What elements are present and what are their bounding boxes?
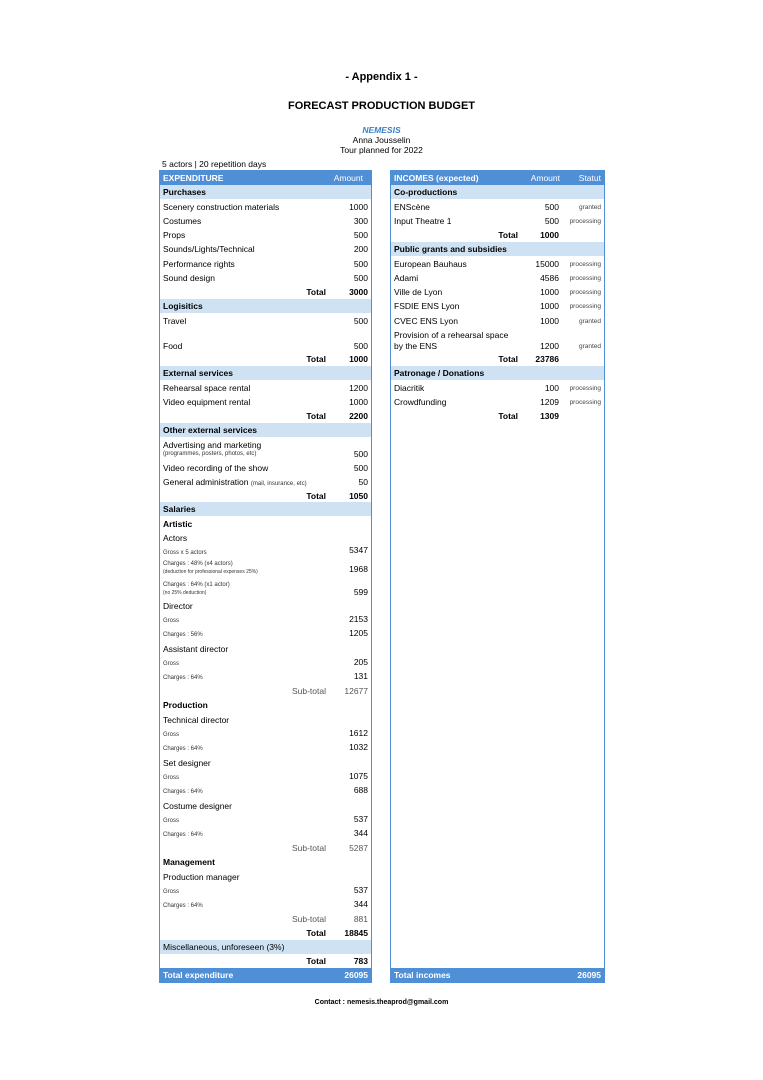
actors-info: 5 actors | 20 repetition days [162, 159, 267, 169]
role-production-manager [160, 870, 371, 884]
role-label: Production manager [163, 872, 240, 882]
subtotal-label: Sub-total [291, 686, 326, 696]
row-amount: 100 [544, 383, 559, 393]
section-miscellaneous [160, 940, 371, 954]
subsection-title: Artistic [163, 519, 193, 529]
row-label: Sounds/Lights/Technical [163, 244, 255, 254]
subtotal-row [160, 841, 371, 855]
row-amount: 1200 [540, 341, 559, 351]
row-label: Input Theatre 1 [394, 216, 452, 226]
subsection-production [160, 698, 371, 712]
table-row [391, 271, 604, 285]
table-row [160, 671, 371, 685]
section-public-grants [391, 242, 604, 256]
incomes-table [390, 170, 605, 983]
row-label: General administration [163, 477, 249, 487]
total-label: Total [306, 354, 326, 364]
row-amount: 1209 [540, 397, 559, 407]
total-row [391, 409, 604, 423]
table-row [160, 314, 371, 328]
section-co-productions [391, 185, 604, 199]
total-amount: 1309 [540, 411, 559, 421]
row-amount: 1000 [349, 202, 368, 212]
total-label: Total [498, 354, 518, 364]
table-row [391, 200, 604, 214]
status-badge: processing [569, 385, 601, 392]
row-label: Charges : 64% [163, 903, 203, 909]
row-amount: 2153 [349, 614, 368, 624]
row-amount: 1968 [349, 564, 368, 574]
row-amount: 344 [353, 899, 368, 909]
grand-total-amount: 26095 [577, 970, 601, 980]
role-set-designer [160, 756, 371, 770]
role-label: Costume designer [163, 801, 232, 811]
expenditure-grand-total [160, 968, 371, 982]
table-row [160, 885, 371, 899]
row-amount: 537 [353, 885, 368, 895]
row-amount: 50 [358, 477, 368, 487]
row-label: Performance rights [163, 259, 235, 269]
row-label: European Bauhaus [394, 259, 467, 269]
total-amount: 1000 [540, 230, 559, 240]
appendix-label: - Appendix 1 - [345, 71, 418, 83]
row-note: (programmes, posters, photos, etc) [163, 451, 257, 457]
section-title: Salaries [163, 504, 196, 514]
total-row [160, 409, 371, 423]
row-label: Ville de Lyon [394, 287, 443, 297]
row-amount: 599 [353, 587, 368, 597]
row-label: Diacritik [394, 383, 425, 393]
row-label: Charges : 64% (x1 actor) [163, 582, 230, 588]
row-label: Food [163, 341, 183, 351]
table-row [160, 771, 371, 785]
total-row [160, 352, 371, 366]
role-assistant-director [160, 642, 371, 656]
status-badge: processing [569, 261, 601, 268]
row-label: Gross [163, 661, 180, 667]
subtotal-label: Sub-total [291, 843, 326, 853]
row-amount: 4586 [540, 273, 559, 283]
row-amount: 1000 [540, 287, 559, 297]
status-badge: processing [569, 303, 601, 310]
table-row [160, 814, 371, 828]
status-badge: processing [569, 275, 601, 282]
status-badge: granted [578, 204, 601, 211]
role-label: Assistant director [163, 644, 229, 654]
section-other-external-services [160, 423, 371, 437]
row-note: (no 25% deduction) [163, 590, 207, 596]
row-label: Rehearsal space rental [163, 383, 251, 393]
total-amount: 23786 [535, 354, 559, 364]
row-amount: 500 [353, 463, 368, 473]
row-amount: 1000 [540, 301, 559, 311]
row-label: Gross x 5 actors [163, 550, 207, 556]
section-title: Public grants and subsidies [394, 244, 507, 254]
row-label: Video equipment rental [163, 397, 251, 407]
row-label: Provision of a rehearsal space [394, 330, 509, 340]
table-row-note [160, 447, 371, 461]
status-badge: processing [569, 399, 601, 406]
row-amount: 205 [353, 657, 368, 667]
section-title: Co-productions [394, 187, 458, 197]
table-row [160, 828, 371, 842]
row-label: Scenery construction materials [163, 202, 280, 212]
row-amount: 1032 [349, 742, 368, 752]
status-header: Statut [578, 173, 601, 183]
total-label: Total [306, 491, 326, 501]
table-row [160, 614, 371, 628]
table-row [391, 381, 604, 395]
row-label: Charges : 64% [163, 746, 203, 752]
total-amount: 18845 [344, 928, 368, 938]
total-amount: 1000 [349, 354, 368, 364]
total-amount: 1050 [349, 491, 368, 501]
amount-header: Amount [530, 173, 560, 183]
row-label: Sound design [163, 273, 215, 283]
section-title: Other external services [163, 425, 258, 435]
subtotal-row [160, 912, 371, 926]
subtotal-amount: 5287 [349, 843, 368, 853]
row-label: Crowdfunding [394, 397, 447, 407]
table-row [160, 899, 371, 913]
role-label: Actors [163, 533, 188, 543]
subtotal-row [160, 684, 371, 698]
tour-info: Tour planned for 2022 [340, 145, 423, 155]
document-title: FORECAST PRODUCTION BUDGET [288, 100, 475, 112]
row-label: Gross [163, 818, 180, 824]
expenditure-header-label: EXPENDITURE [163, 173, 224, 183]
total-amount: 2200 [349, 411, 368, 421]
section-logistics [160, 299, 371, 313]
table-row [391, 339, 604, 353]
total-amount: 783 [353, 956, 368, 966]
section-title: External services [163, 368, 233, 378]
row-amount: 1075 [349, 771, 368, 781]
expenditure-header [160, 171, 371, 185]
table-row [160, 742, 371, 756]
status-badge: processing [569, 218, 601, 225]
table-row [160, 628, 371, 642]
row-label: Gross [163, 618, 180, 624]
row-amount: 537 [353, 814, 368, 824]
table-row [160, 475, 371, 489]
total-label: Total [306, 956, 326, 966]
total-label: Total [498, 411, 518, 421]
incomes-header-label: INCOMES (expected) [394, 173, 479, 183]
status-badge: granted [578, 318, 601, 325]
total-label: Total [498, 230, 518, 240]
table-row [160, 228, 371, 242]
subsection-management [160, 855, 371, 869]
table-row [391, 395, 604, 409]
row-amount: 1205 [349, 628, 368, 638]
table-row-note [160, 586, 371, 600]
subsection-title: Management [163, 857, 215, 867]
row-note: (deduction for professional expenses 25%) [163, 569, 258, 575]
total-label: Total [306, 928, 326, 938]
row-amount: 1612 [349, 728, 368, 738]
role-director [160, 599, 371, 613]
row-label: Gross [163, 732, 180, 738]
section-title: Patronage / Donations [394, 368, 485, 378]
total-row [391, 228, 604, 242]
status-badge: granted [578, 343, 601, 350]
section-purchases [160, 185, 371, 199]
table-row [160, 728, 371, 742]
table-row [160, 271, 371, 285]
role-label: Set designer [163, 758, 211, 768]
row-label: Charges : 48% (x4 actors) [163, 561, 233, 567]
table-row [391, 299, 604, 313]
row-amount: 1000 [349, 397, 368, 407]
expenditure-table [159, 170, 372, 983]
table-row [160, 657, 371, 671]
row-label: Video recording of the show [163, 463, 269, 473]
row-label: Charges : 64% [163, 675, 203, 681]
row-label: by the ENS [394, 341, 437, 351]
row-note: (mail, insurance, etc) [250, 481, 307, 487]
section-salaries [160, 502, 371, 516]
row-label: Travel [163, 316, 187, 326]
incomes-header [391, 171, 604, 185]
row-label: CVEC ENS Lyon [394, 316, 458, 326]
row-amount: 200 [353, 244, 368, 254]
status-badge: processing [569, 289, 601, 296]
section-title: Miscellaneous, unforeseen (3%) [163, 942, 285, 952]
subtotal-label: Sub-total [291, 914, 326, 924]
role-label: Technical director [163, 715, 230, 725]
row-amount: 300 [353, 216, 368, 226]
row-label: Charges : 56% [163, 632, 203, 638]
incomes-grand-total [391, 968, 604, 982]
table-row [160, 461, 371, 475]
total-row [160, 926, 371, 940]
row-label: ENScène [394, 202, 430, 212]
table-row [160, 257, 371, 271]
section-title: Purchases [163, 187, 206, 197]
total-row [160, 285, 371, 299]
total-row [160, 489, 371, 503]
row-amount: 500 [353, 230, 368, 240]
table-row [160, 339, 371, 353]
section-patronage [391, 366, 604, 380]
row-amount: 500 [353, 316, 368, 326]
grand-total-label: Total incomes [394, 970, 451, 980]
table-row [391, 257, 604, 271]
row-label: FSDIE ENS Lyon [394, 301, 460, 311]
table-row [391, 214, 604, 228]
row-amount: 688 [353, 785, 368, 795]
table-row [160, 395, 371, 409]
row-amount: 500 [544, 202, 559, 212]
amount-header: Amount [333, 173, 363, 183]
row-amount: 500 [353, 273, 368, 283]
row-label: Advertising and marketing [163, 440, 262, 450]
role-technical-director [160, 713, 371, 727]
row-label: Adami [394, 273, 419, 283]
row-amount: 131 [353, 671, 368, 681]
total-row [391, 352, 604, 366]
row-amount: 344 [353, 828, 368, 838]
total-label: Total [306, 287, 326, 297]
section-external-services [160, 366, 371, 380]
row-amount: 5347 [349, 545, 368, 555]
table-row [391, 314, 604, 328]
row-amount: 500 [353, 259, 368, 269]
table-row [160, 214, 371, 228]
total-amount: 3000 [349, 287, 368, 297]
contact-info: Contact : nemesis.theaprod@gmail.com [314, 999, 449, 1006]
row-amount: 500 [544, 216, 559, 226]
table-row [160, 200, 371, 214]
project-name: NEMESIS [362, 125, 401, 135]
table-row-note [160, 565, 371, 579]
role-label: Director [163, 601, 193, 611]
table-row [160, 785, 371, 799]
table-row [391, 285, 604, 299]
total-label: Total [306, 411, 326, 421]
row-amount: 15000 [535, 259, 559, 269]
subsection-title: Production [163, 700, 208, 710]
table-row [160, 242, 371, 256]
grand-total-amount: 26095 [344, 970, 368, 980]
row-label: Gross [163, 775, 180, 781]
row-label: Charges : 64% [163, 832, 203, 838]
author-name: Anna Jousselin [352, 135, 411, 145]
section-title: Logisitics [163, 301, 203, 311]
row-amount: 1000 [540, 316, 559, 326]
row-label: Costumes [163, 216, 202, 226]
row-label: Gross [163, 889, 180, 895]
row-label: Props [163, 230, 186, 240]
row-amount: 1200 [349, 383, 368, 393]
row-amount: 500 [353, 449, 368, 459]
subsection-artistic [160, 517, 371, 531]
role-costume-designer [160, 799, 371, 813]
table-row [160, 381, 371, 395]
total-row [160, 954, 371, 968]
row-amount: 500 [353, 341, 368, 351]
grand-total-label: Total expenditure [163, 970, 234, 980]
row-label: Charges : 64% [163, 789, 203, 795]
subtotal-amount: 881 [353, 914, 368, 924]
subtotal-amount: 12677 [344, 686, 368, 696]
role-actors [160, 531, 371, 545]
